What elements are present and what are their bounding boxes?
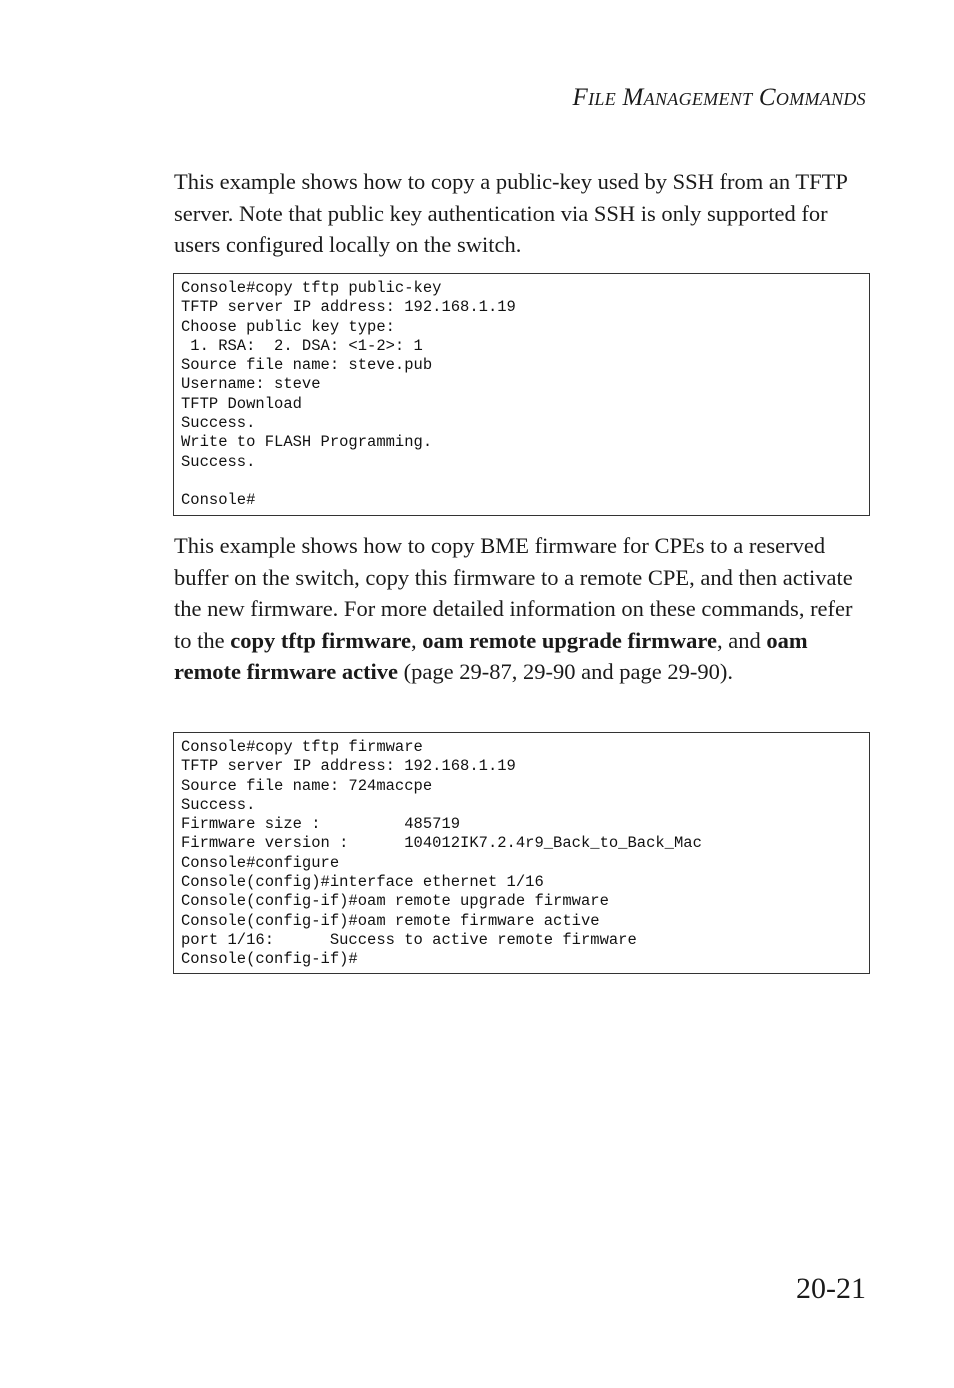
paragraph-text: , bbox=[411, 627, 423, 653]
code-line: Source file name: steve.pub bbox=[181, 356, 433, 375]
intro-paragraph-firmware bbox=[174, 530, 874, 688]
paragraph-text: This example shows how to copy BME firmware for CPEs to a reserved buffer on the switch, copy this firmware to a remote CPE, and then activate the new firmware. For more detailed information on these commands, refer to the bbox=[174, 533, 853, 653]
code-line: Firmware size : 485719 bbox=[181, 815, 461, 834]
code-line: port 1/16: Success to active remote firmware bbox=[181, 930, 637, 949]
code-line: Console# bbox=[181, 491, 256, 510]
code-line: Success. bbox=[181, 452, 256, 471]
command-reference: copy tftp firmware bbox=[230, 627, 412, 653]
code-line: Success. bbox=[181, 414, 256, 433]
code-line: Source file name: 724maccpe bbox=[181, 776, 433, 795]
code-line: Console(config-if)#oam remote firmware active bbox=[181, 911, 600, 930]
intro-paragraph-ssh-key: This example shows how to copy a public-key used by SSH from an TFTP server. Note that public key authentication via SSH is only supported for users configured locally on the switch. bbox=[174, 169, 848, 257]
command-reference: oam remote upgrade firmware bbox=[422, 627, 717, 653]
code-line: TFTP server IP address: 192.168.1.19 bbox=[181, 757, 516, 776]
paragraph-text: , and bbox=[717, 627, 767, 653]
code-line: TFTP server IP address: 192.168.1.19 bbox=[181, 298, 516, 317]
code-line: Console#configure bbox=[181, 853, 340, 872]
code-line: Choose public key type: bbox=[181, 317, 395, 336]
code-line: Firmware version : 104012IK7.2.4r9_Back_to_Back_Mac bbox=[181, 834, 702, 853]
code-line: 1. RSA: 2. DSA: <1-2>: 1 bbox=[181, 336, 423, 355]
code-line: Success. bbox=[181, 795, 256, 814]
code-line: Console(config-if)# bbox=[181, 950, 358, 969]
code-line: TFTP Download bbox=[181, 394, 302, 413]
code-line bbox=[181, 472, 869, 491]
code-line: Write to FLASH Programming. bbox=[181, 433, 433, 452]
code-line: Console#copy tftp firmware bbox=[181, 738, 423, 756]
code-line: Console(config)#interface ethernet 1/16 bbox=[181, 873, 544, 892]
code-example-firmware bbox=[173, 732, 870, 974]
code-line: Console(config-if)#oam remote upgrade firmware bbox=[181, 892, 609, 911]
command-reference: oam remote firmware active bbox=[174, 627, 808, 684]
paragraph-text: (page 29-87, 29-90 and page 29-90). bbox=[398, 659, 733, 684]
code-line: Console#copy tftp public-key bbox=[181, 279, 442, 297]
code-line: Username: steve bbox=[181, 375, 321, 394]
running-header: File Management Commands bbox=[572, 84, 866, 111]
page-number: 20-21 bbox=[796, 1272, 866, 1305]
code-example-public-key bbox=[173, 273, 870, 516]
